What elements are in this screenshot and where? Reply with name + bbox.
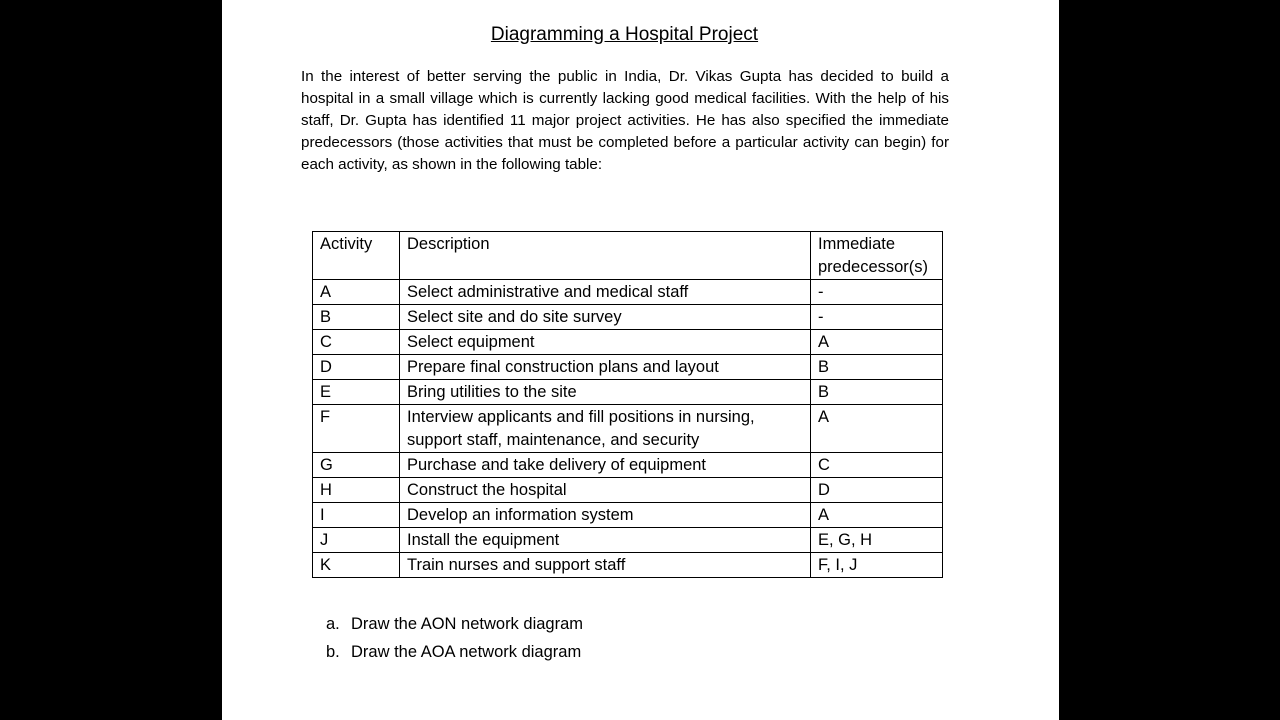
table-row [313,503,943,528]
table-row [313,528,943,553]
table-header-row [313,232,943,280]
table-row [313,405,943,453]
document-page [222,0,1059,720]
task-list [326,612,583,668]
activity-cell: I [313,503,400,528]
header-activity: Activity [313,232,400,280]
header-predecessors: Immediate predecessor(s) [811,232,943,280]
description-cell: Train nurses and support staff [400,553,811,578]
activity-cell: D [313,355,400,380]
list-marker: b. [326,643,340,661]
predecessor-cell: F, I, J [811,553,943,578]
description-cell: Interview applicants and fill positions in nursing, support staff, maintenance, and security [400,405,811,453]
table-row [313,453,943,478]
predecessor-cell: A [811,503,943,528]
description-cell: Develop an information system [400,503,811,528]
predecessor-cell: A [811,405,943,453]
activity-cell: B [313,305,400,330]
table-row [313,478,943,503]
list-marker: a. [326,615,340,633]
header-description: Description [400,232,811,280]
predecessor-cell: C [811,453,943,478]
predecessor-cell: B [811,355,943,380]
table-row [313,330,943,355]
table-row [313,380,943,405]
activity-cell: K [313,553,400,578]
predecessor-cell: - [811,280,943,305]
activity-cell: A [313,280,400,305]
description-cell: Construct the hospital [400,478,811,503]
predecessor-cell: A [811,330,943,355]
task-text: Draw the AOA network diagram [351,643,582,661]
table-row [313,553,943,578]
task-text: Draw the AON network diagram [351,615,584,633]
description-cell: Select site and do site survey [400,305,811,330]
table-row [313,355,943,380]
predecessor-cell: D [811,478,943,503]
description-cell: Prepare final construction plans and layout [400,355,811,380]
activity-cell: H [313,478,400,503]
activity-cell: J [313,528,400,553]
description-cell: Select administrative and medical staff [400,280,811,305]
description-cell: Purchase and take delivery of equipment [400,453,811,478]
document-title: Diagramming a Hospital Project [490,24,759,45]
activity-cell: E [313,380,400,405]
predecessor-cell: - [811,305,943,330]
predecessor-cell: E, G, H [811,528,943,553]
list-item [326,640,583,668]
activity-cell: F [313,405,400,453]
description-cell: Install the equipment [400,528,811,553]
list-item [326,612,583,640]
table-row [313,305,943,330]
description-cell: Bring utilities to the site [400,380,811,405]
activity-cell: C [313,330,400,355]
table-row [313,280,943,305]
activity-cell: G [313,453,400,478]
activities-table [312,231,943,578]
intro-paragraph: In the interest of better serving the public in India, Dr. Vikas Gupta has decided to build a hospital in a small village which is currently lacking good medical facilities. With the help of his staff, Dr. Gupta has identified 11 major project activities. He has also specified the immediate predecessors (those activities that must be completed before a particular activity can begin) for each activity, as shown in the following table: [301,68,949,173]
description-cell: Select equipment [400,330,811,355]
predecessor-cell: B [811,380,943,405]
